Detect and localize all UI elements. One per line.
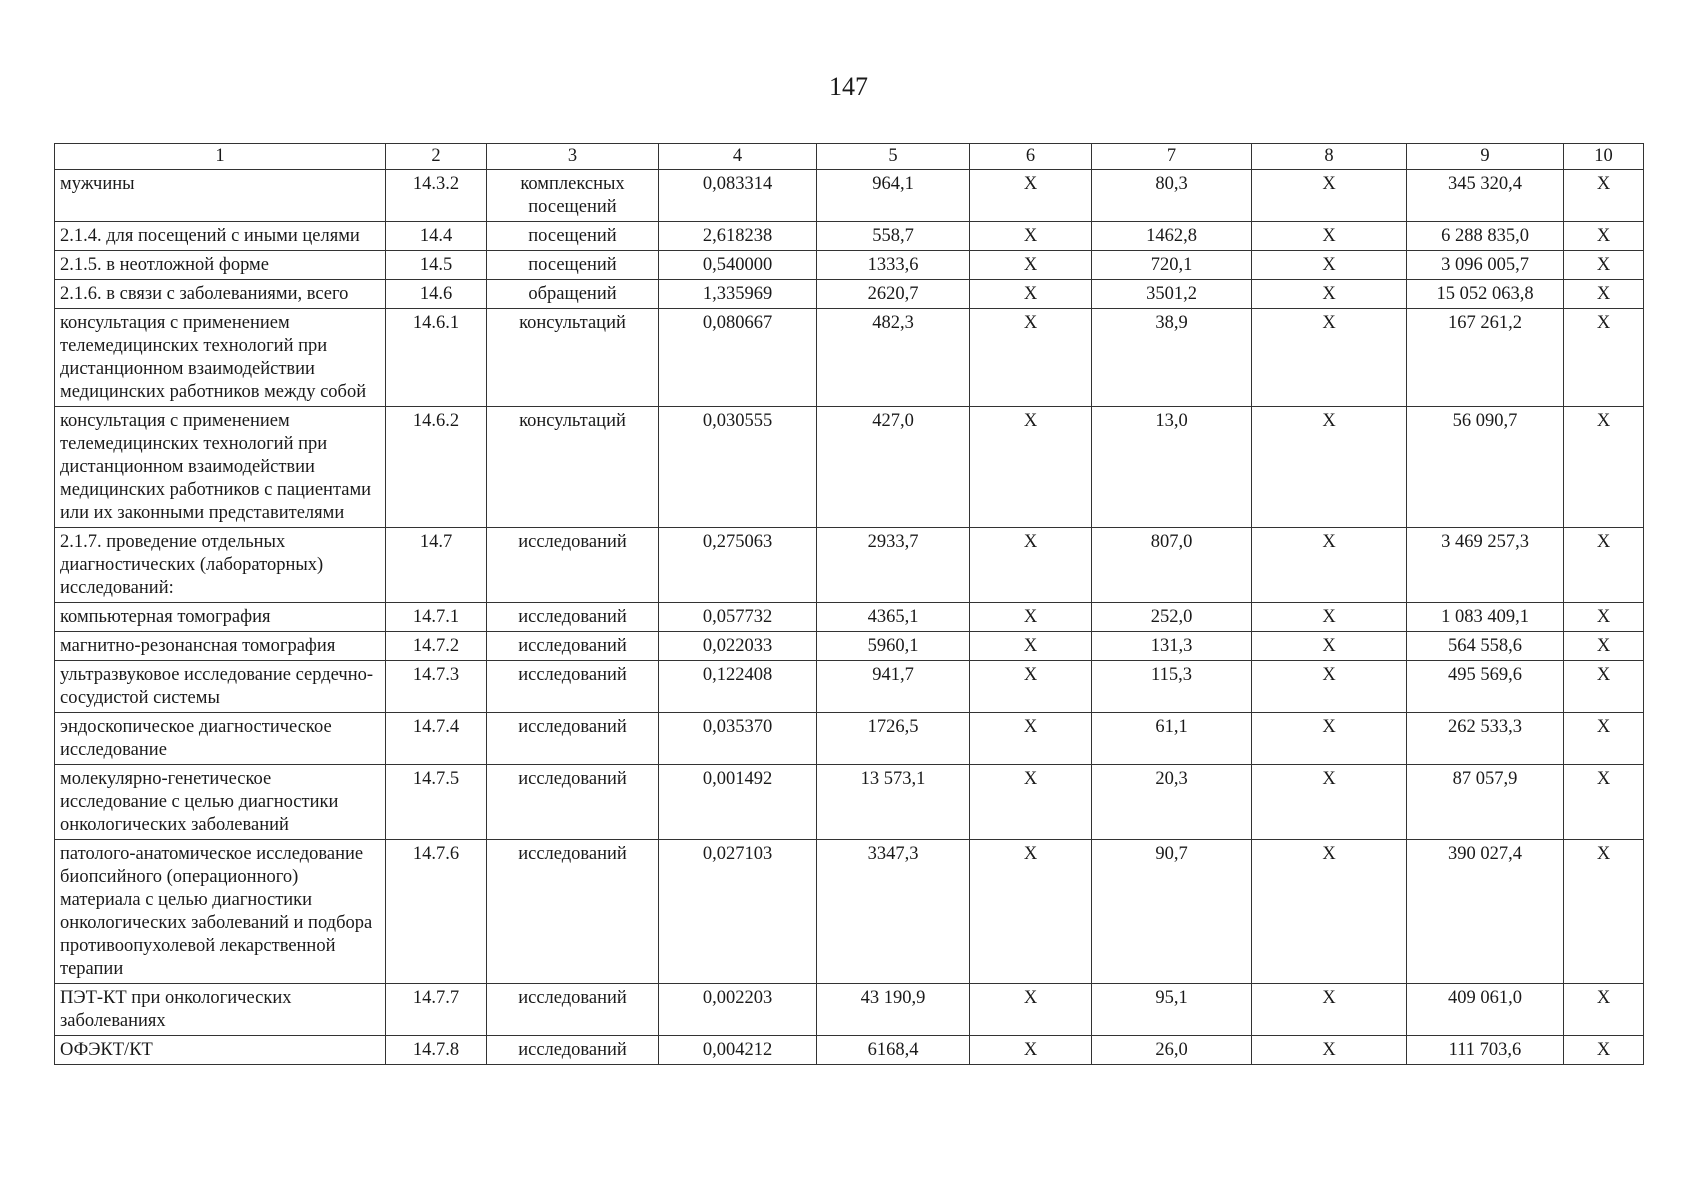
value-cell: 564 558,6 [1407, 632, 1564, 661]
value-cell: Х [970, 528, 1092, 603]
row-name-cell: магнитно-резонансная томография [55, 632, 386, 661]
unit-cell: исследований [487, 528, 659, 603]
value-cell: 80,3 [1092, 170, 1252, 222]
row-code-cell: 14.4 [386, 222, 487, 251]
value-cell: Х [1564, 632, 1644, 661]
value-cell: Х [970, 984, 1092, 1036]
value-cell: Х [1564, 1036, 1644, 1065]
value-cell: 0,002203 [659, 984, 817, 1036]
value-cell: Х [1252, 280, 1407, 309]
row-name-cell: мужчины [55, 170, 386, 222]
value-cell: 3501,2 [1092, 280, 1252, 309]
value-cell: Х [970, 661, 1092, 713]
value-cell: Х [970, 280, 1092, 309]
value-cell: 390 027,4 [1407, 840, 1564, 984]
value-cell: Х [970, 251, 1092, 280]
row-name-cell: консультация с применением телемедицинских технологий при дистанционном взаимодействии медицинских работников между собой [55, 309, 386, 407]
row-name-cell: патолого-анатомическое исследование биопсийного (операционного) материала с целью диагностики онкологических заболеваний и подбора противоопухолевой лекарственной терапии [55, 840, 386, 984]
value-cell: 111 703,6 [1407, 1036, 1564, 1065]
value-cell: 2933,7 [817, 528, 970, 603]
value-cell: Х [970, 407, 1092, 528]
value-cell: 20,3 [1092, 765, 1252, 840]
unit-cell: исследований [487, 661, 659, 713]
page-number: 147 [829, 72, 868, 101]
row-code-cell: 14.7.4 [386, 713, 487, 765]
row-code-cell: 14.6 [386, 280, 487, 309]
row-name-cell: 2.1.7. проведение отдельных диагностических (лабораторных) исследований: [55, 528, 386, 603]
row-name-cell: молекулярно-генетическое исследование с целью диагностики онкологических заболеваний [55, 765, 386, 840]
value-cell: 558,7 [817, 222, 970, 251]
value-cell: 3 096 005,7 [1407, 251, 1564, 280]
value-cell: Х [1252, 407, 1407, 528]
column-header: 9 [1407, 144, 1564, 170]
table-body [55, 170, 1644, 1065]
data-table [54, 143, 1644, 1065]
column-header: 10 [1564, 144, 1644, 170]
table-row [55, 661, 1644, 713]
column-header: 5 [817, 144, 970, 170]
column-header: 8 [1252, 144, 1407, 170]
value-cell: 56 090,7 [1407, 407, 1564, 528]
value-cell: Х [1252, 840, 1407, 984]
row-name-cell: компьютерная томография [55, 603, 386, 632]
value-cell: Х [1564, 222, 1644, 251]
unit-cell: исследований [487, 603, 659, 632]
table-row [55, 407, 1644, 528]
row-code-cell: 14.7.5 [386, 765, 487, 840]
table-row [55, 309, 1644, 407]
value-cell: 90,7 [1092, 840, 1252, 984]
unit-cell: исследований [487, 632, 659, 661]
row-code-cell: 14.6.1 [386, 309, 487, 407]
unit-cell: консультаций [487, 309, 659, 407]
unit-cell: посещений [487, 222, 659, 251]
row-name-cell: 2.1.6. в связи с заболеваниями, всего [55, 280, 386, 309]
value-cell: 43 190,9 [817, 984, 970, 1036]
value-cell: 26,0 [1092, 1036, 1252, 1065]
unit-cell: комплексных посещений [487, 170, 659, 222]
column-number-row [55, 144, 1644, 170]
column-header: 2 [386, 144, 487, 170]
value-cell: Х [1564, 984, 1644, 1036]
unit-cell: исследований [487, 1036, 659, 1065]
value-cell: Х [1252, 528, 1407, 603]
value-cell: 38,9 [1092, 309, 1252, 407]
value-cell: 0,027103 [659, 840, 817, 984]
value-cell: Х [970, 765, 1092, 840]
value-cell: 131,3 [1092, 632, 1252, 661]
value-cell: 720,1 [1092, 251, 1252, 280]
row-code-cell: 14.7.3 [386, 661, 487, 713]
value-cell: Х [1564, 661, 1644, 713]
value-cell: Х [1564, 840, 1644, 984]
value-cell: Х [970, 603, 1092, 632]
value-cell: Х [1564, 713, 1644, 765]
row-name-cell: консультация с применением телемедицинских технологий при дистанционном взаимодействии медицинских работников с пациентами или их законными представителями [55, 407, 386, 528]
row-name-cell: эндоскопическое диагностическое исследование [55, 713, 386, 765]
column-header: 4 [659, 144, 817, 170]
row-name-cell: ПЭТ-КТ при онкологических заболеваниях [55, 984, 386, 1036]
table-row [55, 170, 1644, 222]
unit-cell: исследований [487, 984, 659, 1036]
value-cell: 0,057732 [659, 603, 817, 632]
value-cell: 0,022033 [659, 632, 817, 661]
table-row [55, 840, 1644, 984]
value-cell: 3 469 257,3 [1407, 528, 1564, 603]
value-cell: 427,0 [817, 407, 970, 528]
row-code-cell: 14.7.6 [386, 840, 487, 984]
value-cell: Х [1564, 280, 1644, 309]
column-header: 3 [487, 144, 659, 170]
value-cell: Х [1564, 528, 1644, 603]
value-cell: 5960,1 [817, 632, 970, 661]
row-code-cell: 14.7.7 [386, 984, 487, 1036]
value-cell: 1462,8 [1092, 222, 1252, 251]
value-cell: 0,035370 [659, 713, 817, 765]
value-cell: 3347,3 [817, 840, 970, 984]
unit-cell: исследований [487, 713, 659, 765]
value-cell: Х [1564, 407, 1644, 528]
value-cell: 964,1 [817, 170, 970, 222]
row-name-cell: 2.1.5. в неотложной форме [55, 251, 386, 280]
value-cell: 345 320,4 [1407, 170, 1564, 222]
value-cell: 262 533,3 [1407, 713, 1564, 765]
table-row [55, 251, 1644, 280]
value-cell: Х [970, 1036, 1092, 1065]
value-cell: 2620,7 [817, 280, 970, 309]
table-row [55, 713, 1644, 765]
value-cell: Х [970, 840, 1092, 984]
table-row [55, 280, 1644, 309]
row-name-cell: 2.1.4. для посещений с иными целями [55, 222, 386, 251]
value-cell: 1 083 409,1 [1407, 603, 1564, 632]
row-name-cell: ОФЭКТ/КТ [55, 1036, 386, 1065]
table-row [55, 984, 1644, 1036]
value-cell: 0,540000 [659, 251, 817, 280]
row-code-cell: 14.3.2 [386, 170, 487, 222]
row-code-cell: 14.7.8 [386, 1036, 487, 1065]
value-cell: 0,122408 [659, 661, 817, 713]
value-cell: 0,030555 [659, 407, 817, 528]
table-row [55, 765, 1644, 840]
column-header: 6 [970, 144, 1092, 170]
value-cell: Х [1564, 309, 1644, 407]
value-cell: 807,0 [1092, 528, 1252, 603]
unit-cell: консультаций [487, 407, 659, 528]
value-cell: 61,1 [1092, 713, 1252, 765]
value-cell: Х [1252, 632, 1407, 661]
column-header: 1 [55, 144, 386, 170]
value-cell: Х [970, 309, 1092, 407]
value-cell: Х [970, 632, 1092, 661]
table-row [55, 603, 1644, 632]
row-code-cell: 14.5 [386, 251, 487, 280]
value-cell: 13,0 [1092, 407, 1252, 528]
value-cell: Х [1252, 765, 1407, 840]
value-cell: 115,3 [1092, 661, 1252, 713]
value-cell: Х [1252, 661, 1407, 713]
value-cell: 0,004212 [659, 1036, 817, 1065]
value-cell: Х [1252, 713, 1407, 765]
table-row [55, 632, 1644, 661]
row-code-cell: 14.7.2 [386, 632, 487, 661]
value-cell: 482,3 [817, 309, 970, 407]
value-cell: 15 052 063,8 [1407, 280, 1564, 309]
value-cell: Х [1564, 170, 1644, 222]
value-cell: 167 261,2 [1407, 309, 1564, 407]
value-cell: Х [970, 170, 1092, 222]
row-code-cell: 14.7.1 [386, 603, 487, 632]
value-cell: 1726,5 [817, 713, 970, 765]
table-row [55, 1036, 1644, 1065]
value-cell: Х [1564, 765, 1644, 840]
value-cell: 0,080667 [659, 309, 817, 407]
unit-cell: обращений [487, 280, 659, 309]
value-cell: 0,275063 [659, 528, 817, 603]
row-name-cell: ультразвуковое исследование сердечно-сосудистой системы [55, 661, 386, 713]
value-cell: Х [1252, 309, 1407, 407]
value-cell: 6 288 835,0 [1407, 222, 1564, 251]
value-cell: 6168,4 [817, 1036, 970, 1065]
value-cell: 0,083314 [659, 170, 817, 222]
value-cell: 95,1 [1092, 984, 1252, 1036]
row-code-cell: 14.7 [386, 528, 487, 603]
value-cell: Х [970, 713, 1092, 765]
unit-cell: исследований [487, 765, 659, 840]
value-cell: 0,001492 [659, 765, 817, 840]
table-row [55, 222, 1644, 251]
table-row [55, 528, 1644, 603]
value-cell: 13 573,1 [817, 765, 970, 840]
value-cell: Х [1252, 1036, 1407, 1065]
value-cell: 2,618238 [659, 222, 817, 251]
unit-cell: исследований [487, 840, 659, 984]
value-cell: 1333,6 [817, 251, 970, 280]
value-cell: Х [1564, 251, 1644, 280]
value-cell: Х [1252, 603, 1407, 632]
value-cell: Х [970, 222, 1092, 251]
value-cell: 4365,1 [817, 603, 970, 632]
value-cell: 1,335969 [659, 280, 817, 309]
value-cell: 941,7 [817, 661, 970, 713]
row-code-cell: 14.6.2 [386, 407, 487, 528]
value-cell: 87 057,9 [1407, 765, 1564, 840]
value-cell: Х [1564, 603, 1644, 632]
value-cell: 252,0 [1092, 603, 1252, 632]
column-header: 7 [1092, 144, 1252, 170]
value-cell: Х [1252, 170, 1407, 222]
value-cell: Х [1252, 984, 1407, 1036]
unit-cell: посещений [487, 251, 659, 280]
value-cell: Х [1252, 251, 1407, 280]
value-cell: 495 569,6 [1407, 661, 1564, 713]
value-cell: 409 061,0 [1407, 984, 1564, 1036]
value-cell: Х [1252, 222, 1407, 251]
